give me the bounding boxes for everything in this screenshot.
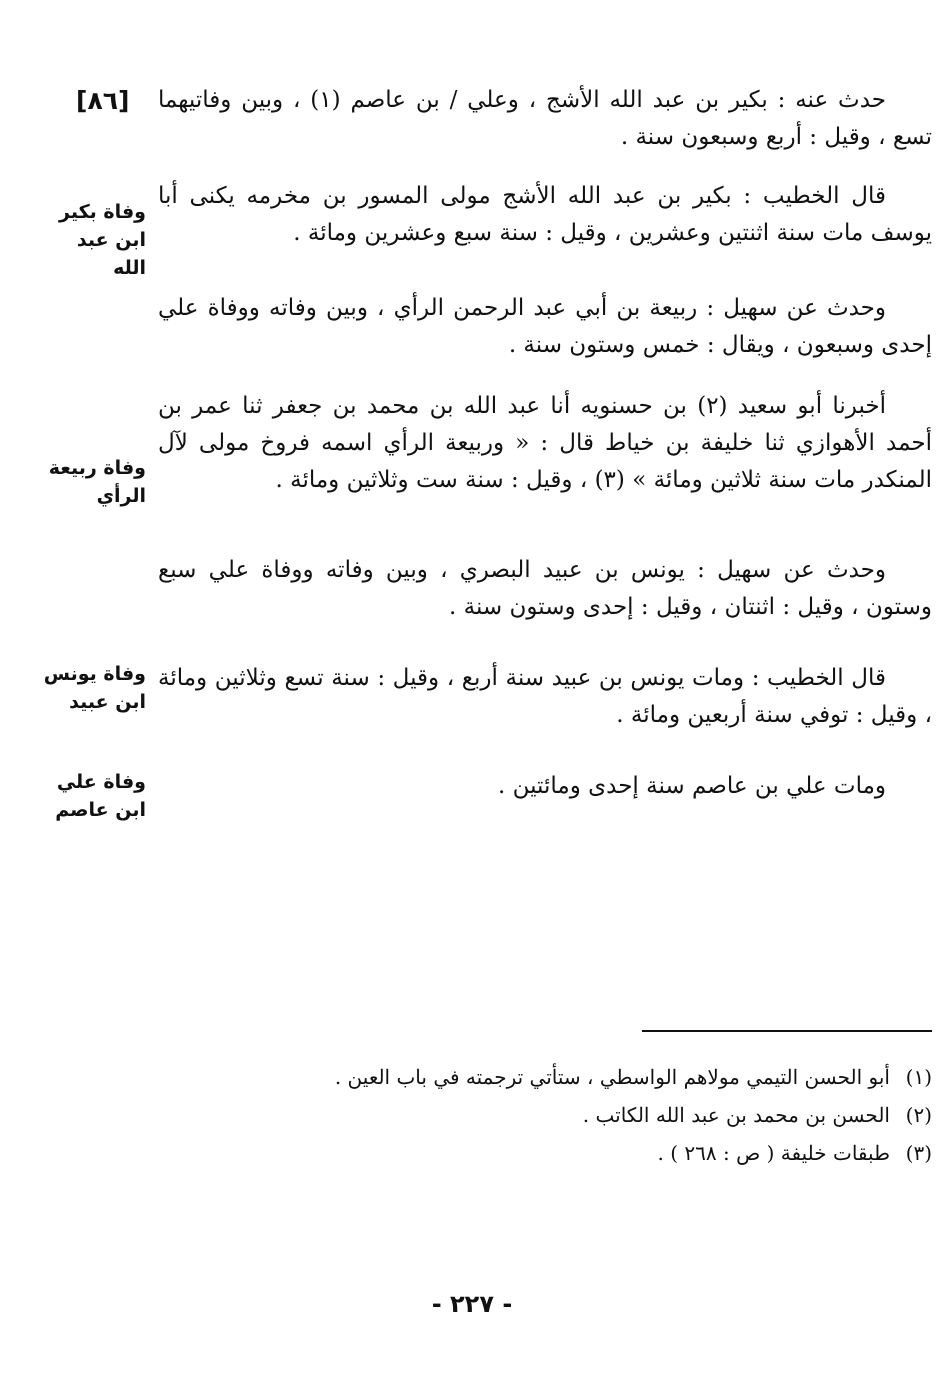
paragraph-text: قال الخطيب : ومات يونس بن عبيد سنة أربع ، وقيل : سنة تسع وثلاثين ومائة ، وقيل : توفي سنة أربعين ومائة . <box>158 665 932 728</box>
paragraph-text: قال الخطيب : بكير بن عبد الله الأشج مولى المسور بن مخرمه يكنى أبا يوسف مات سنة اثنتين وعشرين ، وقيل : سنة سبع وعشرين ومائة . <box>158 183 932 246</box>
paragraph-text: أخبرنا أبو سعيد (٢) بن حسنويه أنا عبد الله بن محمد بن جعفر ثنا عمر بن أحمد الأهوازي ثنا خليفة بن خياط قال : « وربيعة الرأي اسمه فروخ مولى لآل المنكدر مات سنة ثلاثين ومائة » (٣) ، وقيل : سنة ست وثلاثين ومائة . <box>158 393 932 493</box>
footnotes <box>300 1058 932 1172</box>
margin-note-rabia: وفاة ربيعة الرأي <box>48 457 146 507</box>
paragraph-5 <box>158 552 932 626</box>
paragraph-3 <box>158 290 932 364</box>
paragraph-text: وحدث عن سهيل : يونس بن عبيد البصري ، وبين وفاته ووفاة علي سبع وستون ، وقيل : اثنتان ، وقيل : إحدى وستون سنة . <box>158 557 932 620</box>
paragraph-1 <box>158 82 932 156</box>
margin-note-ali: وفاة علي ابن عاصم <box>55 771 146 821</box>
margin-note-yunus: وفاة يونس ابن عبيد <box>43 663 146 713</box>
footnote-number: (٣) <box>905 1141 932 1165</box>
page-number: - ٢٢٧ - <box>431 1290 513 1318</box>
paragraph-6 <box>158 660 932 734</box>
footnote-divider <box>642 1030 932 1032</box>
paragraph-text: حدث عنه : بكير بن عبد الله الأشج ، وعلي / بن عاصم (١) ، وبين وفاتيهما تسع ، وقيل : أربع وسبعون سنة . <box>158 87 932 150</box>
footnote-number: (١) <box>905 1065 932 1089</box>
footnote-number: (٢) <box>905 1103 932 1127</box>
footnote-item <box>300 1134 932 1172</box>
footnote-text: طبقات خليفة ( ص : ٢٦٨ ) . <box>657 1141 890 1165</box>
footnote-item <box>300 1096 932 1134</box>
footnote-text: أبو الحسن التيمي مولاهم الواسطي ، ستأتي ترجمته في باب العين . <box>334 1065 890 1089</box>
margin-note-bukayr: وفاة بكير ابن عبد الله <box>59 201 146 279</box>
paragraph-7 <box>158 768 932 805</box>
footnote-item <box>300 1058 932 1096</box>
paragraph-4 <box>158 388 932 499</box>
paragraph-2 <box>158 178 932 252</box>
footnote-text: الحسن بن محمد بن عبد الله الكاتب . <box>582 1103 890 1127</box>
paragraph-text: ومات علي بن عاصم سنة إحدى ومائتين . <box>497 773 886 799</box>
paragraph-text: وحدث عن سهيل : ربيعة بن أبي عبد الرحمن الرأي ، وبين وفاته ووفاة علي إحدى وسبعون ، ويقال : خمس وستون سنة . <box>158 295 932 358</box>
page-reference: [٨٦] <box>76 86 130 115</box>
